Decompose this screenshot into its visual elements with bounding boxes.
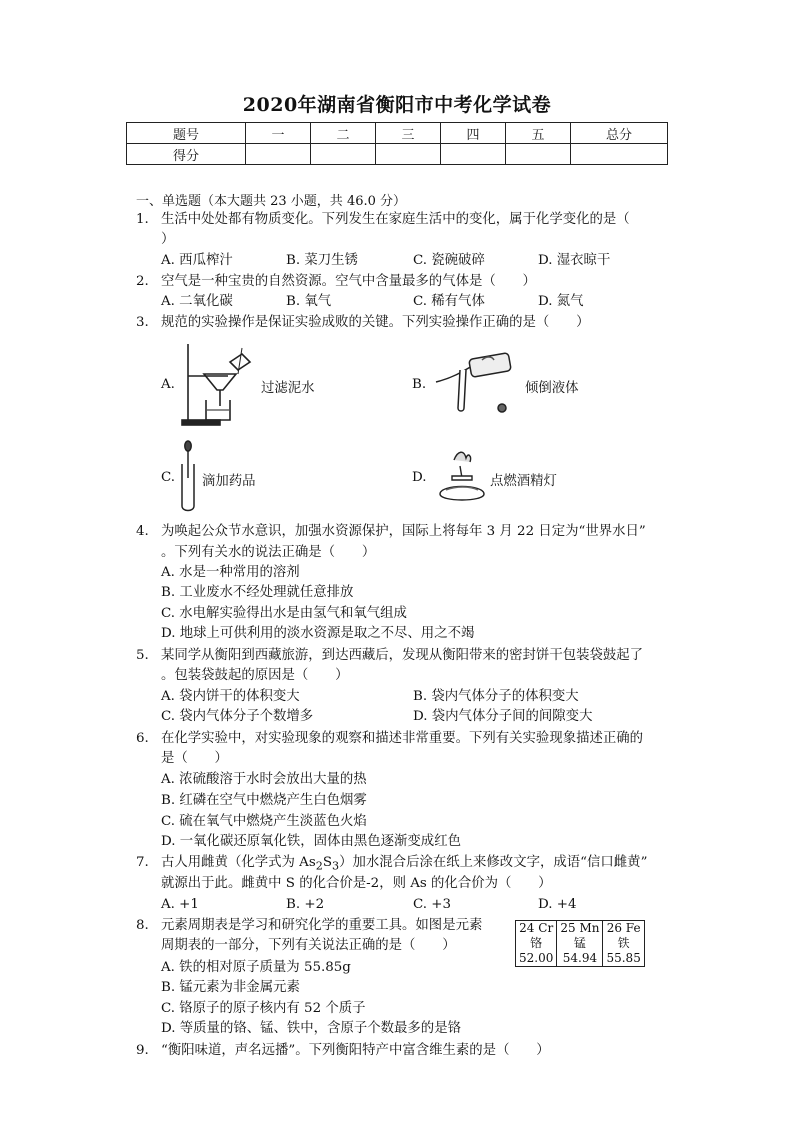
page-title: 2020年湖南省衡阳市中考化学试卷 xyxy=(242,94,552,116)
question-stem: 规范的实验操作是保证实验成败的关键。下列实验操作正确的是（ ） xyxy=(161,315,590,330)
stem-text: S xyxy=(322,855,333,870)
option-a: A. 二氧化碳 xyxy=(161,294,233,309)
question-stem: “衡阳味道，声名远播”。下列衡阳特产中富含维生素的是（ ） xyxy=(161,1043,550,1058)
figure-label: 倾倒液体 xyxy=(525,381,579,396)
pour-liquid-illustration xyxy=(432,352,524,418)
element-mass: 55.85 xyxy=(606,951,641,965)
element-mass: 54.94 xyxy=(562,951,598,965)
filtration-apparatus-illustration xyxy=(180,340,260,428)
option-b: B. 工业废水不经处理就任意排放 xyxy=(161,585,354,600)
option-a: A. xyxy=(161,377,175,392)
question-1 xyxy=(136,210,676,250)
element-name: 铬 xyxy=(530,936,543,950)
question-stem-cont: 周期表的一部分，下列有关说法正确的是（ ） xyxy=(161,938,456,953)
question-stem: 生活中处处都有物质变化。下列发生在家庭生活中的变化，属于化学变化的是（ xyxy=(161,212,630,227)
question-number: 6. xyxy=(136,731,149,746)
table-cell: 题号 xyxy=(127,123,246,144)
question-9 xyxy=(136,1041,676,1061)
question-5 xyxy=(136,646,676,666)
element-number-symbol: 24 Cr xyxy=(519,921,554,935)
option-a: A. 浓硫酸溶于水时会放出大量的热 xyxy=(161,772,367,787)
option-b: B. 氧气 xyxy=(286,294,332,309)
element-number-symbol: 26 Fe xyxy=(606,921,641,935)
question-number: 3. xyxy=(136,315,149,330)
option-c: C. 袋内气体分子个数增多 xyxy=(161,709,314,724)
option-b: B. 锰元素为非金属元素 xyxy=(161,980,300,995)
option-d: D. 一氧化碳还原氧化铁，固体由黑色逐渐变成红色 xyxy=(161,834,461,849)
question-3 xyxy=(136,313,676,333)
question-stem-cont: ） xyxy=(161,232,175,247)
score-table-header-row xyxy=(127,123,668,144)
table-cell: 二 xyxy=(311,123,376,144)
option-d: D. 地球上可供利用的淡水资源是取之不尽、用之不竭 xyxy=(161,626,475,641)
table-cell xyxy=(246,144,311,165)
periodic-table-excerpt xyxy=(515,920,645,967)
question-number: 4. xyxy=(136,524,149,539)
question-number: 7. xyxy=(136,855,149,870)
table-cell: 总分 xyxy=(571,123,668,144)
table-cell xyxy=(571,144,668,165)
option-c: C. 铬原子的原子核内有 52 个质子 xyxy=(161,1001,366,1016)
question-stem: 元素周期表是学习和研究化学的重要工具。如图是元素 xyxy=(161,918,483,933)
option-b: B. xyxy=(412,377,427,392)
option-a: A. 水是一种常用的溶剂 xyxy=(161,565,300,580)
question-number: 1. xyxy=(136,212,149,227)
table-cell xyxy=(311,144,376,165)
section-heading: 一、单选题（本大题共 23 小题，共 46.0 分） xyxy=(136,194,407,209)
option-d: D. 湿衣晾干 xyxy=(538,253,611,268)
dropper-test-tube-illustration xyxy=(176,438,200,514)
option-b: B. +2 xyxy=(286,897,325,912)
question-6 xyxy=(136,729,676,749)
question-8 xyxy=(136,916,516,956)
option-c: C. 稀有气体 xyxy=(413,294,485,309)
table-cell: 四 xyxy=(441,123,506,144)
option-a: A. 铁的相对原子质量为 55.85g xyxy=(161,960,351,975)
option-c: C. 硫在氧气中燃烧产生淡蓝色火焰 xyxy=(161,814,367,829)
option-c: C. 瓷碗破碎 xyxy=(413,253,485,268)
option-c: C. xyxy=(161,470,176,485)
score-table xyxy=(126,122,668,165)
question-number: 8. xyxy=(136,918,149,933)
option-d: D. xyxy=(412,470,427,485)
table-cell xyxy=(376,144,441,165)
option-a: A. +1 xyxy=(161,897,199,912)
element-name: 铁 xyxy=(617,936,630,950)
option-d: D. 等质量的铬、锰、铁中，含原子个数最多的是铬 xyxy=(161,1021,461,1036)
question-stem-cont: 。下列有关水的说法正确是（ ） xyxy=(161,545,376,560)
question-number: 5. xyxy=(136,648,149,663)
figure-label: 点燃酒精灯 xyxy=(490,474,557,489)
stem-text: 古人用雌黄（化学式为 As xyxy=(161,855,316,870)
question-number: 9. xyxy=(136,1043,149,1058)
option-d: D. 袋内气体分子间的间隙变大 xyxy=(413,709,593,724)
option-d: D. 氮气 xyxy=(538,294,584,309)
option-c: C. 水电解实验得出水是由氢气和氧气组成 xyxy=(161,606,407,621)
question-stem-cont: 是（ ） xyxy=(161,751,228,766)
option-d: D. +4 xyxy=(538,897,577,912)
element-name: 锰 xyxy=(573,936,586,950)
element-number-symbol: 25 Mn xyxy=(560,921,600,935)
table-cell: 三 xyxy=(376,123,441,144)
question-stem: 为唤起公众节水意识，加强水资源保护，国际上将每年 3 月 22 日定为“世界水日” xyxy=(161,524,646,539)
question-2 xyxy=(136,272,676,292)
subscript: 2 xyxy=(315,859,323,873)
option-b: B. 袋内气体分子的体积变大 xyxy=(413,689,579,704)
question-stem-cont: 。包装袋鼓起的原因是（ ） xyxy=(161,668,349,683)
table-cell: 得分 xyxy=(127,144,246,165)
element-mass: 52.00 xyxy=(519,951,554,965)
periodic-cell-mn xyxy=(557,921,603,967)
score-table-score-row xyxy=(127,144,668,165)
question-4 xyxy=(136,522,676,542)
option-b: B. 菜刀生锈 xyxy=(286,253,358,268)
question-stem: 空气是一种宝贵的自然资源。空气中含量最多的气体是（ ） xyxy=(161,274,536,289)
option-b: B. 红磷在空气中燃烧产生白色烟雾 xyxy=(161,793,367,808)
subscript: 3 xyxy=(332,859,340,873)
periodic-row xyxy=(516,921,645,967)
periodic-cell-cr xyxy=(516,921,557,967)
table-cell xyxy=(441,144,506,165)
question-stem: 某同学从衡阳到西藏旅游，到达西藏后，发现从衡阳带来的密封饼干包装袋鼓起了 xyxy=(161,648,644,663)
question-number: 2. xyxy=(136,274,149,289)
option-a: A. 袋内饼干的体积变大 xyxy=(161,689,300,704)
table-cell xyxy=(506,144,571,165)
question-stem: 在化学实验中，对实验现象的观察和描述非常重要。下列有关实验现象描述正确的 xyxy=(161,731,644,746)
alcohol-lamp-illustration xyxy=(434,446,492,506)
figure-label: 过滤泥水 xyxy=(261,381,315,396)
stem-text: ）加水混合后涂在纸上来修改文字，成语“信口雌黄” xyxy=(339,855,648,870)
table-cell: 一 xyxy=(246,123,311,144)
option-c: C. +3 xyxy=(413,897,452,912)
question-stem-cont: 就源出于此。雌黄中 S 的化合价是-2，则 As 的化合价为（ ） xyxy=(161,876,552,891)
periodic-cell-fe xyxy=(603,921,644,967)
table-cell: 五 xyxy=(506,123,571,144)
figure-label: 滴加药品 xyxy=(202,474,256,489)
option-a: A. 西瓜榨汁 xyxy=(161,253,233,268)
